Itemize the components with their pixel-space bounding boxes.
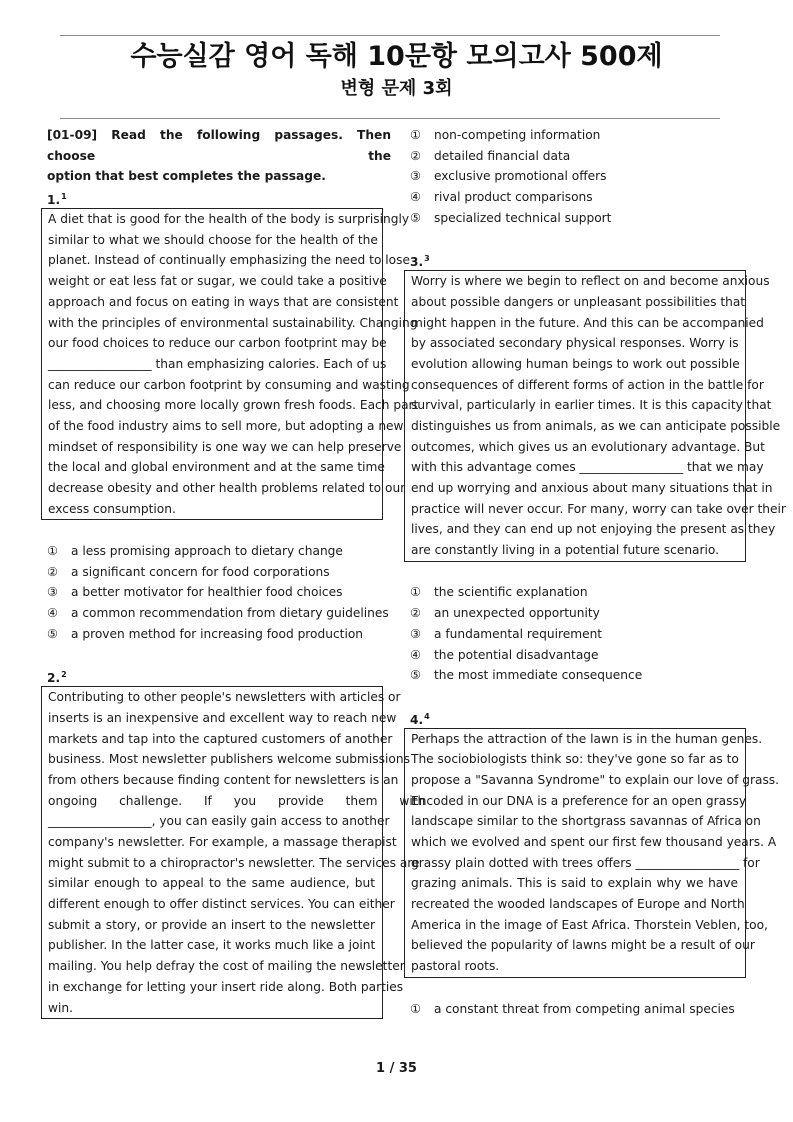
passage-line: similar to what we should choose for the health of the xyxy=(48,232,378,247)
footnote-marker: 2 xyxy=(61,670,67,680)
passage-line: lives, and they can end up not enjoying the present as they xyxy=(411,522,776,537)
page-number: 1 / 35 xyxy=(376,1061,417,1076)
passage-line: landscape similar to the shortgrass savannas of Africa on xyxy=(411,814,761,829)
passage-line: Perhaps the attraction of the lawn is in the human genes. xyxy=(411,731,763,746)
answer-option[interactable]: ① the scientific explanation xyxy=(410,585,588,600)
passage-line: company's newsletter. For example, a massage therapist xyxy=(48,835,397,850)
passage-line: which we evolved and spent our first few thousand years. A xyxy=(411,835,777,849)
title-bottom-rule xyxy=(60,118,720,119)
passage-line: A diet that is good for the health of the body is surprisingly xyxy=(48,212,410,227)
passage-line: excess consumption. xyxy=(48,501,176,516)
instructions-line-2: option that best completes the passage. xyxy=(47,169,326,184)
answer-option[interactable]: ② a significant concern for food corporations xyxy=(47,564,330,579)
answer-option[interactable]: ⑤ a proven method for increasing food production xyxy=(47,626,364,641)
answer-option[interactable]: ③ a fundamental requirement xyxy=(410,626,603,641)
passage-line: evolution allowing human beings to work out possible xyxy=(411,356,740,371)
passage-line: mindset of responsibility is one way we can help preserve xyxy=(48,439,402,454)
passage-line: the local and global environment and at the same time xyxy=(48,460,385,475)
passage-line: can reduce our carbon footprint by consuming and wasting xyxy=(48,377,410,392)
passage-line: markets and tap into the captured customers of another xyxy=(48,731,393,746)
passage-line: from others because finding content for newsletters is an xyxy=(48,772,399,787)
answer-option[interactable]: ④ a common recommendation from dietary guidelines xyxy=(47,606,389,621)
passage-line: practice will never occur. For many, worry can take over their xyxy=(411,501,786,516)
passage-line: Contributing to other people's newsletters with articles or xyxy=(48,690,401,705)
top-rule xyxy=(60,35,720,36)
passage-line: with the principles of environmental sustainability. Changing xyxy=(48,315,418,330)
passage-line: might happen in the future. And this can be accompanied xyxy=(411,315,764,330)
answer-option[interactable]: ② an unexpected opportunity xyxy=(410,606,600,621)
passage-line: The sociobiologists think so: they've gone so far as to xyxy=(411,752,739,767)
passage-line: are constantly living in a potential future scenario. xyxy=(411,543,720,558)
answer-option[interactable]: ① a constant threat from competing animal species xyxy=(410,1001,735,1016)
passage-line: inserts is an inexpensive and excellent way to reach new xyxy=(48,710,397,725)
answer-option[interactable]: ③ exclusive promotional offers xyxy=(410,169,607,184)
answer-option[interactable]: ③ a better motivator for healthier food choices xyxy=(47,585,343,600)
passage-line: in exchange for letting your insert ride along. Both parties xyxy=(48,979,404,994)
passage-line: distinguishes us from animals, as we can anticipate possible xyxy=(411,418,781,433)
passage-line: approach and focus on eating in ways that are consistent xyxy=(48,294,399,309)
question-number-3: 3.$^3$ xyxy=(410,254,430,270)
question-number-1: 1.$^1$ xyxy=(47,192,67,208)
passage-line: _________________, you can easily gain access to another xyxy=(48,814,390,829)
passage-line: about possible dangers or unpleasant possibilities that xyxy=(411,294,746,309)
passage-box-1 xyxy=(41,208,419,520)
passage-box-4 xyxy=(404,728,780,978)
passage-line: with this advantage comes _________________ that we may xyxy=(411,460,764,475)
passage-line: decrease obesity and other health problems related to our xyxy=(48,481,406,496)
passage-line: publisher. In the latter case, it works much like a joint xyxy=(48,938,376,953)
footnote-marker: 4 xyxy=(424,711,430,721)
passage-line: might submit to a chiropractor's newsletter. The services are xyxy=(48,855,420,870)
passage-line: grassy plain dotted with trees offers _________________ for xyxy=(411,855,760,870)
passage-line: propose a "Savanna Syndrome" to explain our love of grass. xyxy=(411,772,780,787)
answer-option[interactable]: ④ rival product comparisons xyxy=(410,190,593,205)
passage-line: of the food industry aims to sell more, but adopting a new xyxy=(48,418,404,433)
passage-line: pastoral roots. xyxy=(411,959,500,974)
right-column xyxy=(410,125,786,1019)
page-subtitle: 변형 문제 3회 xyxy=(340,78,453,99)
answer-option[interactable]: ② detailed financial data xyxy=(410,148,571,163)
answer-option[interactable]: ⑤ specialized technical support xyxy=(410,210,612,225)
passage-line: mailing. You help defray the cost of mailing the newsletter xyxy=(48,959,405,974)
page-title: 수능실감 영어 독해 10문항 모의고사 500제 xyxy=(130,41,663,72)
question-number-4: 4.$^4$ xyxy=(410,711,430,727)
passage-line: submit a story, or provide an insert to the newsletter xyxy=(48,917,375,932)
passage-line: ongoing challenge. If you provide them with xyxy=(48,793,426,808)
passage-box-3 xyxy=(404,270,786,562)
footnote-marker: 3 xyxy=(424,254,430,264)
footnote-marker: 1 xyxy=(61,192,67,202)
passage-line: survival, particularly in earlier times. It is this capacity that xyxy=(411,398,772,413)
passage-line: outcomes, which gives us an evolutionary advantage. But xyxy=(411,439,765,454)
question-number-2: 2.$^2$ xyxy=(47,670,67,686)
passage-line: win. xyxy=(48,1000,73,1015)
options-list-2 xyxy=(410,125,752,228)
options-list-1 xyxy=(47,541,391,644)
answer-option[interactable]: ① a less promising approach to dietary change xyxy=(47,544,343,559)
options-list-4 xyxy=(410,999,752,1020)
passage-line: different enough to offer distinct services. You can either xyxy=(48,897,395,912)
passage-line: planet. Instead of continually emphasizing the need to lose xyxy=(48,253,410,268)
passage-line: consequences of different forms of action in the battle for xyxy=(411,377,764,392)
passage-line: grazing animals. This is said to explain why we have xyxy=(411,876,738,891)
instructions-line-1: [01-09] Read the following passages. Then choose the xyxy=(47,128,391,163)
passage-line: _________________ than emphasizing calories. Each of us xyxy=(48,356,387,371)
answer-option[interactable]: ① non-competing information xyxy=(410,128,601,142)
passage-line: business. Most newsletter publishers welcome submissions xyxy=(48,752,410,767)
passage-line: by associated secondary physical responses. Worry is xyxy=(411,336,739,351)
passage-line: end up worrying and anxious about many situations that in xyxy=(411,481,773,495)
passage-line: recreated the wooded landscapes of Europe and North xyxy=(411,897,745,912)
passage-line: Worry is where we begin to reflect on and become anxious xyxy=(411,274,770,289)
passage-line: Encoded in our DNA is a preference for an open grassy xyxy=(411,793,747,808)
passage-line: believed the popularity of lawns might be a result of our xyxy=(411,938,755,953)
passage-line: weight or eat less fat or sugar, we could take a positive xyxy=(48,274,387,289)
passage-line: similar enough to appeal to the same audience, but xyxy=(48,876,375,891)
options-list-3 xyxy=(410,582,752,685)
passage-line: America in the image of East Africa. Thorstein Veblen, too, xyxy=(411,917,768,932)
passage-line: our food choices to reduce our carbon footprint may be xyxy=(48,336,387,351)
answer-option[interactable]: ④ the potential disadvantage xyxy=(410,647,599,662)
answer-option[interactable]: ⑤ the most immediate consequence xyxy=(410,668,643,683)
passage-line: less, and choosing more locally grown fresh foods. Each part xyxy=(48,398,419,413)
